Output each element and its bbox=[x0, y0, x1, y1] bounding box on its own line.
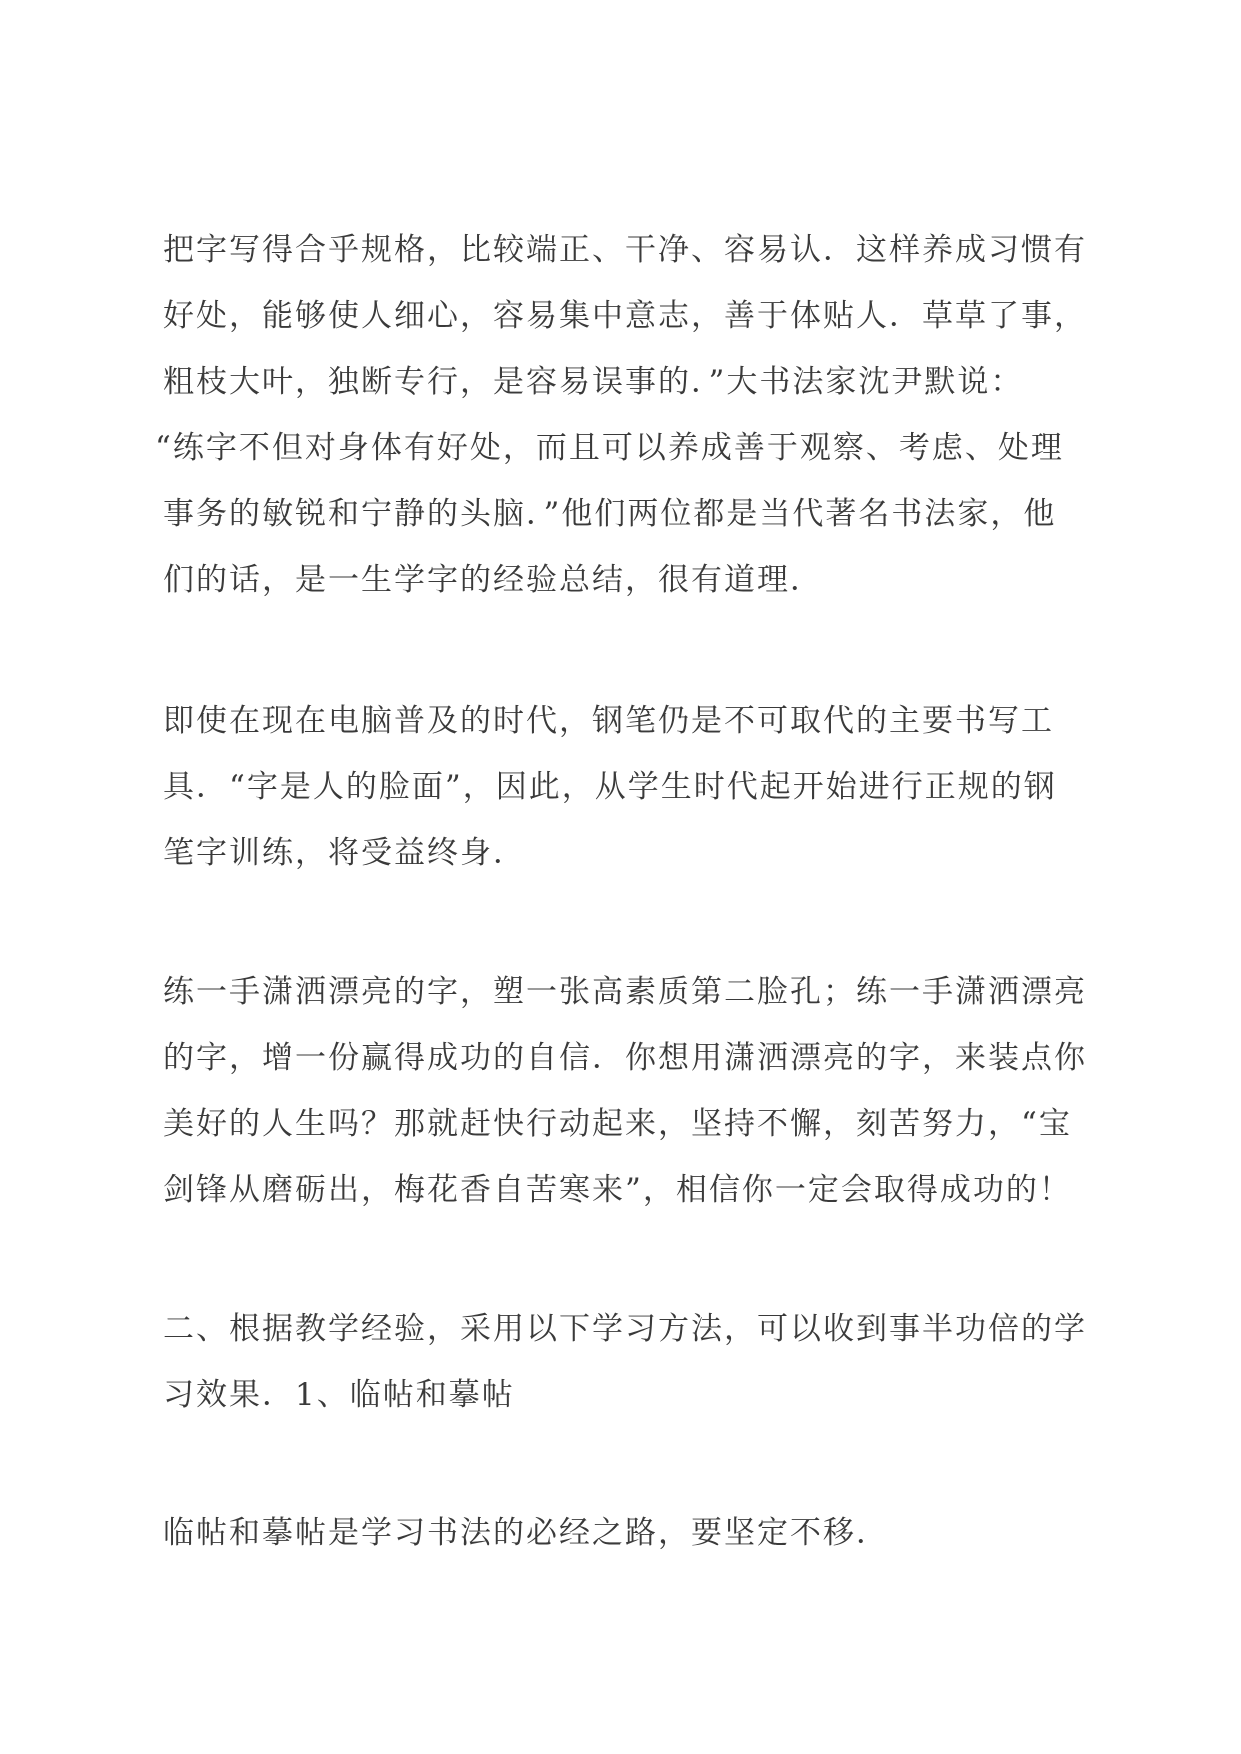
text-line: 临帖和摹帖是学习书法的必经之路，要坚定不移． bbox=[163, 1515, 889, 1551]
text-line: 粗枝大叶，独断专行，是容易误事的．”大书法家沈尹默说： bbox=[163, 364, 1024, 400]
text-line: 把字写得合乎规格，比较端正、干净、容易认．这样养成习惯有 bbox=[163, 232, 1087, 268]
text-line: 的字，增一份赢得成功的自信．你想用潇洒漂亮的字，来装点你 bbox=[163, 1040, 1087, 1076]
text-line: 练一手潇洒漂亮的字，塑一张高素质第二脸孔；练一手潇洒漂亮 bbox=[163, 974, 1087, 1010]
text-line: 美好的人生吗？那就赶快行动起来，坚持不懈，刻苦努力，“宝 bbox=[163, 1106, 1072, 1142]
paragraph-1 bbox=[155, 217, 1103, 613]
text-line: 们的话，是一生学字的经验总结，很有道理． bbox=[163, 562, 823, 598]
text-line: 二、根据教学经验，采用以下学习方法，可以收到事半功倍的学 bbox=[163, 1311, 1087, 1347]
paragraph-2 bbox=[163, 688, 1103, 886]
text-line: 具．“字是人的脸面”，因此，从学生时代起开始进行正规的钢 bbox=[163, 769, 1057, 805]
text-line: 习效果．1、临帖和摹帖 bbox=[163, 1377, 515, 1413]
paragraph-4 bbox=[163, 1296, 1103, 1428]
text-line: 剑锋从磨砺出，梅花香自苦寒来”，相信你一定会取得成功的！ bbox=[163, 1172, 1072, 1208]
text-line: 事务的敏锐和宁静的头脑．”他们两位都是当代著名书法家，他 bbox=[163, 496, 1057, 532]
paragraph-5 bbox=[163, 1500, 1103, 1566]
text-line: 笔字训练，将受益终身． bbox=[163, 835, 526, 871]
text-line: “练字不但对身体有好处，而且可以养成善于观察、考虑、处理 bbox=[155, 430, 1064, 466]
text-line: 好处，能够使人细心，容易集中意志，善于体贴人．草草了事， bbox=[163, 298, 1087, 334]
text-line: 即使在现在电脑普及的时代，钢笔仍是不可取代的主要书写工 bbox=[163, 703, 1054, 739]
paragraph-3 bbox=[163, 959, 1103, 1223]
